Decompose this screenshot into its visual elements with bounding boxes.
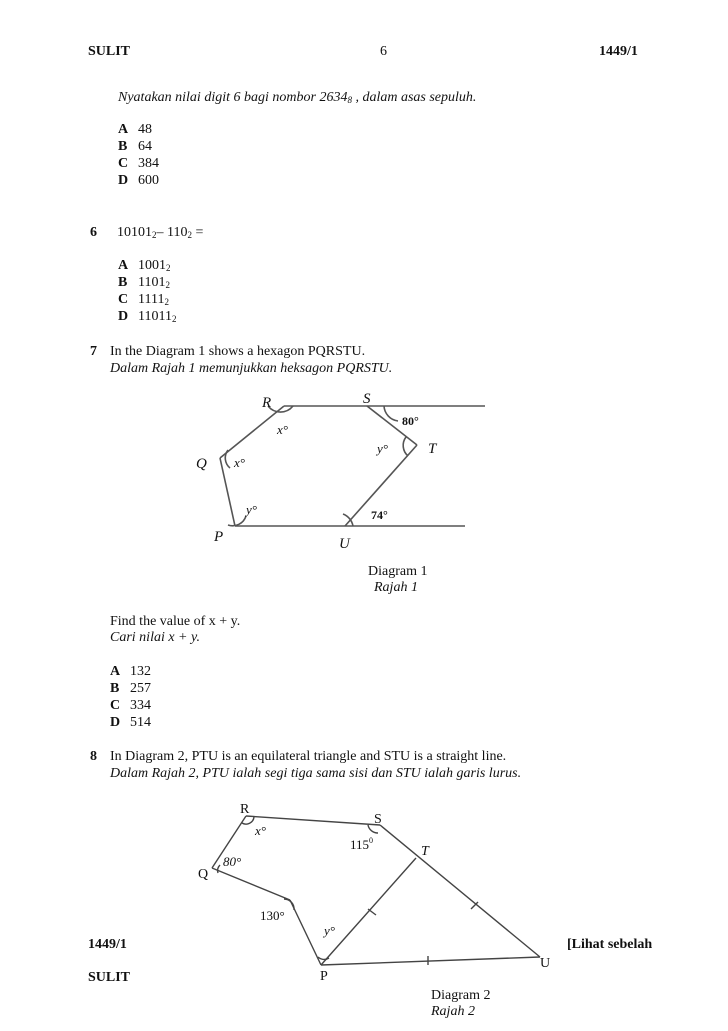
label-q: Q (198, 867, 209, 882)
arc-t (403, 437, 408, 456)
line-qp (220, 458, 235, 526)
page-number: 6 (380, 44, 387, 59)
arc-s (384, 406, 398, 421)
footer-turn-over: [Lihat sebelah (567, 937, 653, 952)
header-sulit: SULIT (88, 44, 131, 59)
label-s: S (374, 812, 382, 827)
footer-sulit: SULIT (88, 970, 131, 985)
angle-x-r: x° (277, 422, 288, 437)
q5-question-text: Nyatakan nilai digit 6 bagi nombor 2634 (118, 90, 348, 105)
q6-expression: $10101_2-$ $110_2$ = (117, 225, 204, 240)
angle-80: 80° (223, 854, 242, 869)
footer-paper-code: 1449/1 (88, 937, 127, 952)
angle-x: x° (255, 823, 266, 838)
q5-option-d: D 600 (118, 173, 159, 188)
line-pt (321, 858, 416, 965)
q7-option-b: B 257 (110, 681, 151, 696)
q7-text-en: In the Diagram 1 shows a hexagon PQRSTU. (110, 344, 366, 359)
angle-80: 80° (402, 414, 419, 428)
q7-number: 7 (90, 344, 97, 359)
label-q: Q (196, 456, 207, 472)
q6-option-c: C $1111_2$ (118, 292, 169, 307)
line-qv (212, 868, 290, 900)
q8-caption-en: Diagram 2 (431, 988, 491, 1003)
diagram-2 (190, 795, 560, 985)
label-p: P (214, 529, 224, 545)
q6-option-d: D $11011_2$ (118, 309, 177, 324)
label-t: T (428, 441, 437, 457)
label-r: R (262, 395, 272, 411)
line-pu (321, 957, 540, 965)
angle-115: $115^0$ (350, 836, 374, 852)
arc-u (343, 514, 353, 526)
q5-option-b: B 64 (118, 139, 152, 154)
line-stu (380, 825, 540, 957)
angle-y-p: y° (246, 502, 257, 517)
q6-option-a: A $1001_2$ (118, 258, 171, 273)
q8-caption-my: Rajah 2 (431, 1004, 475, 1019)
label-t: T (421, 844, 429, 859)
q5-question-end: , dalam asas sepuluh. (351, 90, 477, 105)
label-r: R (240, 802, 250, 817)
q7-option-d: D 514 (110, 715, 151, 730)
diagram-1-hexagon (190, 385, 500, 555)
arc-130 (284, 899, 294, 910)
q7-text-my: Dalam Rajah 1 memunjukkan heksagon PQRSTU. (110, 361, 393, 376)
angle-y-t: y° (377, 441, 388, 456)
q7-caption-my: Rajah 1 (374, 580, 418, 595)
q7-find-en: Find the value of x + y. (110, 614, 241, 629)
line-rq (220, 406, 284, 458)
q7-option-a: A 132 (110, 664, 151, 679)
q5-question (118, 90, 476, 106)
header-paper-code: 1449/1 (599, 44, 638, 59)
label-u: U (540, 956, 551, 971)
angle-y: y° (324, 923, 335, 938)
arc-p (228, 516, 246, 526)
q7-caption-en: Diagram 1 (368, 564, 428, 579)
label-p: P (320, 969, 328, 984)
tick-pt (368, 909, 376, 915)
q5-option-c: C 384 (118, 156, 159, 171)
angle-130: 130° (260, 908, 285, 923)
q5-option-a: A 48 (118, 122, 152, 137)
q6-number: 6 (90, 225, 97, 240)
angle-74: 74° (371, 508, 388, 522)
label-s: S (363, 391, 371, 407)
label-u: U (339, 536, 350, 552)
q8-text-en: In Diagram 2, PTU is an equilateral triangle and STU is a straight line. (110, 749, 507, 764)
q7-option-c: C 334 (110, 698, 151, 713)
angle-x-q: x° (234, 455, 245, 470)
line-rs (246, 816, 380, 825)
q5-base: 8 (347, 95, 352, 105)
q8-text-my: Dalam Rajah 2, PTU ialah segi tiga sama sisi dan STU ialah garis lurus. (110, 766, 522, 781)
q7-find-my: Cari nilai x + y. (110, 630, 200, 645)
q8-number: 8 (90, 749, 97, 764)
q6-option-b: B $1101_2$ (118, 275, 170, 290)
